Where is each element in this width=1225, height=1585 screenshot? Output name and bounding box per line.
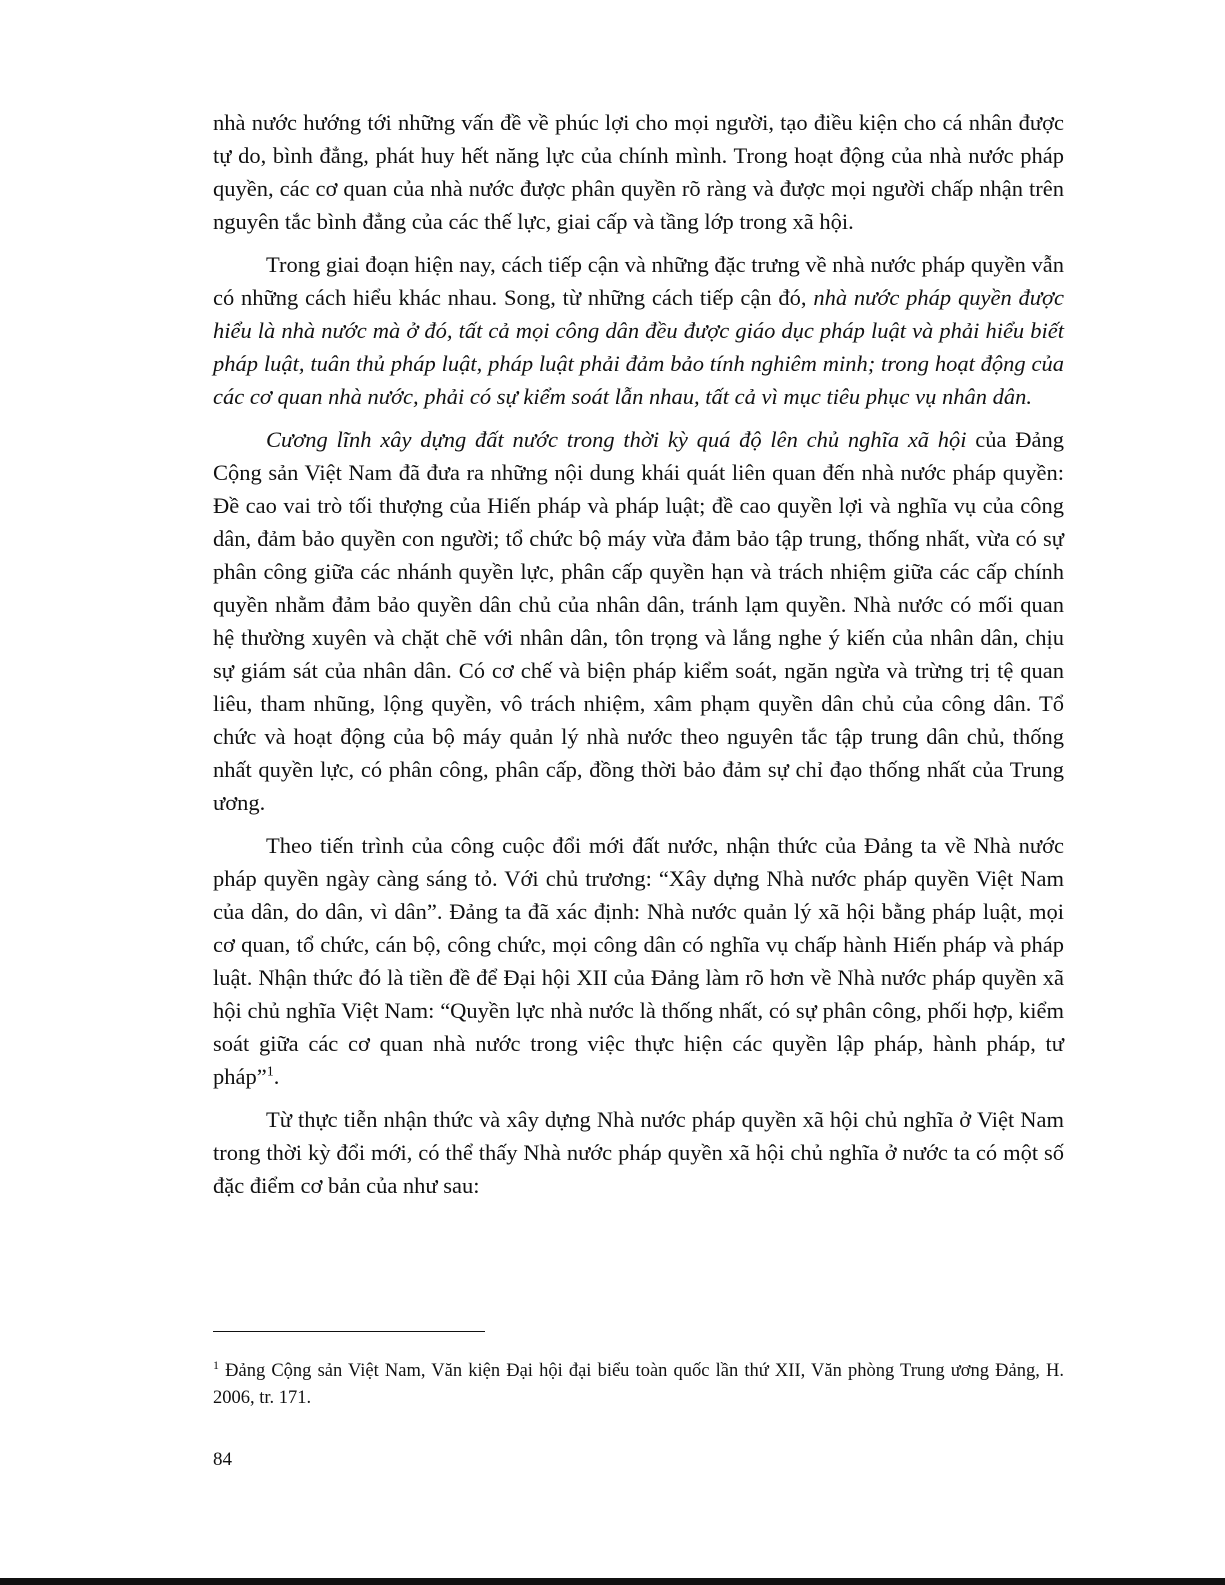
paragraph-5-text: Từ thực tiễn nhận thức và xây dựng Nhà nước pháp quyền xã hội chủ nghĩa ở Việt Nam trong thời kỳ đổi mới, có thể thấy Nhà nước pháp quyền xã hội chủ nghĩa ở nước ta có một số đặc điểm cơ bản của như sau: [213, 1107, 1064, 1198]
paragraph-2-text: Trong giai đoạn hiện nay, cách tiếp cận và những đặc trưng về nhà nước pháp quyền vẫn có những cách hiểu khác nhau. Song, từ những cách tiếp cận đó, [213, 252, 1064, 310]
paragraph-2 [213, 248, 1064, 413]
paragraph-3 [213, 423, 1064, 819]
footnote-divider [213, 1331, 485, 1332]
paragraph-5 [213, 1103, 1064, 1202]
paragraph-4 [213, 829, 1064, 1093]
footnote-text: Đảng Cộng sản Việt Nam, Văn kiện Đại hội đại biểu toàn quốc lần thứ XII, Văn phòng Trung ương Đảng, H. 2006, tr. 171. [213, 1361, 1064, 1408]
scan-bottom-edge [0, 1578, 1225, 1585]
footnote-reference[interactable]: 1 [266, 1064, 274, 1080]
paragraph-3-text: của Đảng Cộng sản Việt Nam đã đưa ra những nội dung khái quát liên quan đến nhà nước pháp quyền: Đề cao vai trò tối thượng của Hiến pháp và pháp luật; đề cao quyền lợi và nghĩa vụ của công dân, đảm bảo quyền con người; tổ chức bộ máy vừa đảm bảo tập trung, thống nhất, vừa có sự phân công giữa các nhánh quyền lực, phân cấp quyền hạn và trách nhiệm giữa các cấp chính quyền nhằm đảm bảo quyền dân chủ của nhân dân, tránh lạm quyền. Nhà nước có mối quan hệ thường xuyên và chặt chẽ với nhân dân, tôn trọng và lắng nghe ý kiến của nhân dân, chịu sự giám sát của nhân dân. Có cơ chế và biện pháp kiểm soát, ngăn ngừa và trừng trị tệ quan liêu, tham nhũng, lộng quyền, vô trách nhiệm, xâm phạm quyền dân chủ của công dân. Tổ chức và hoạt động của bộ máy quản lý nhà nước theo nguyên tắc tập trung dân chủ, thống nhất quyền lực, có phân công, phân cấp, đồng thời bảo đảm sự chỉ đạo thống nhất của Trung ương. [213, 427, 1065, 815]
paragraph-1-text: nhà nước hướng tới những vấn đề về phúc lợi cho mọi người, tạo điều kiện cho cá nhân được tự do, bình đẳng, phát huy hết năng lực của chính mình. Trong hoạt động của nhà nước pháp quyền, các cơ quan của nhà nước được phân quyền rõ ràng và được mọi người chấp nhận trên nguyên tắc bình đẳng của các thế lực, giai cấp và tầng lớp trong xã hội. [213, 110, 1064, 234]
footnote-marker: 1 [213, 1357, 219, 1372]
paragraph-3-title: Cương lĩnh xây dựng đất nước trong thời kỳ quá độ lên chủ nghĩa xã hội [266, 427, 967, 452]
paragraph-2-definition: nhà nước pháp quyền được hiểu là nhà nước mà ở đó, tất cả mọi công dân đều được giáo dục pháp luật và phải hiểu biết pháp luật, tuân thủ pháp luật, pháp luật phải đảm bảo tính nghiêm minh; trong hoạt động của các cơ quan nhà nước, phải có sự kiểm soát lẫn nhau, tất cả vì mục tiêu phục vụ nhân dân. [213, 285, 1064, 409]
page-body [213, 106, 1064, 1212]
paragraph-4-text: Theo tiến trình của công cuộc đổi mới đất nước, nhận thức của Đảng ta về Nhà nước pháp quyền ngày càng sáng tỏ. Với chủ trương: “Xây dựng Nhà nước pháp quyền Việt Nam của dân, do dân, vì dân”. Đảng ta đã xác định: Nhà nước quản lý xã hội bằng pháp luật, mọi cơ quan, tổ chức, cán bộ, công chức, mọi công dân có nghĩa vụ chấp hành Hiến pháp và pháp luật. Nhận thức đó là tiền đề để Đại hội XII của Đảng làm rõ hơn về Nhà nước pháp quyền xã hội chủ nghĩa Việt Nam: “Quyền lực nhà nước là thống nhất, có sự phân công, phối hợp, kiểm soát giữa các cơ quan nhà nước trong việc thực hiện các quyền lập pháp, hành pháp, tư pháp” [213, 833, 1064, 1089]
page-number: 84 [213, 1449, 232, 1470]
paragraph-1 [213, 106, 1064, 238]
footnote [213, 1358, 1064, 1412]
paragraph-4-end: . [273, 1064, 280, 1089]
